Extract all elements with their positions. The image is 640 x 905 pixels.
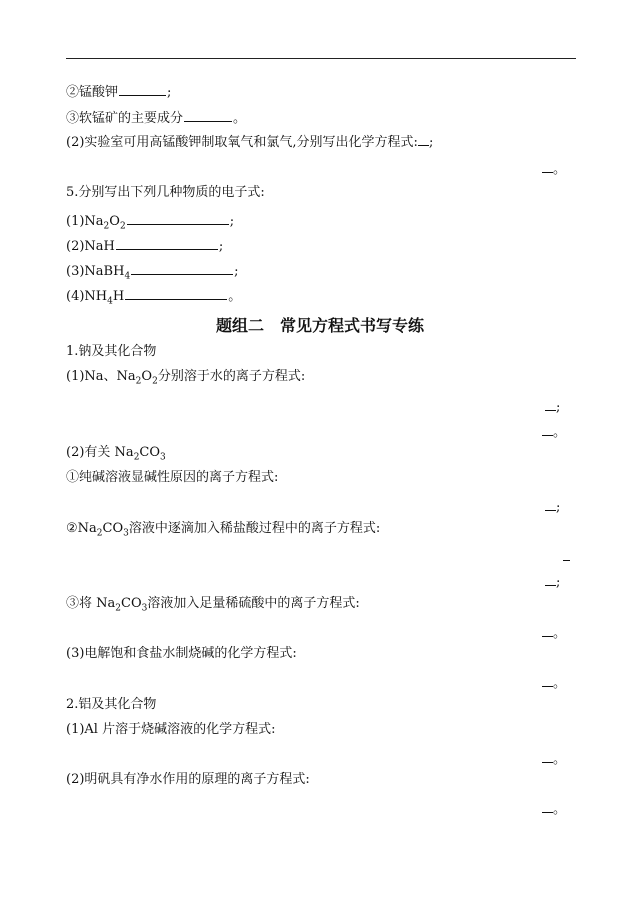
question-na2co3-hcl: $②Na_2CO_3$溶液中逐滴加入稀盐酸过程中的离子方程式: [66,521,381,539]
answer-blank[interactable] [119,82,166,96]
question-kmno4: (2)实验室可用高锰酸钾制取氧气和氯气,分别写出化学方程式: ; [66,135,434,150]
item-pyrolusite: ③软锰矿的主要成分 。 [66,108,246,127]
answer-blank[interactable] [184,108,232,122]
question-alum: (2)明矾具有净水作用的原理的离子方程式: [66,772,310,787]
question-al-naoh: (1)Al 片溶于烧碱溶液的化学方程式: [66,722,276,737]
answer-blank[interactable] [418,133,429,146]
item-na2o2: $(1)Na_2O_2$ ; [66,211,234,235]
section-title: 题组二 常见方程式书写专练 [215,316,424,335]
question-5-heading: 5.分别写出下列几种物质的电子式: [66,185,265,200]
answer-end: 。 [542,423,566,441]
group-1-heading: 1.钠及其化合物 [66,344,157,359]
question-na2co3: (2)有关 $Na_2CO_3$ [66,445,166,463]
answer-blank[interactable] [127,211,229,225]
answer-blank[interactable] [116,236,218,250]
item-nh4h: $(4)NH_4H$ 。 [66,286,241,310]
answer-blank[interactable] [125,286,227,300]
answer-blank[interactable] [542,800,553,813]
group-2-heading: 2.铝及其化合物 [66,697,157,712]
answer-blank[interactable] [542,423,553,436]
question-soda-basic: ①纯碱溶液显碱性原因的离子方程式: [66,470,279,485]
answer-end: ; [545,398,560,416]
answer-end: 。 [542,624,566,642]
question-electrolysis: (3)电解饱和食盐水制烧碱的化学方程式: [66,646,297,661]
answer-end: 。 [542,674,566,692]
answer-blank[interactable] [542,160,553,173]
question-na2co3-h2so4: ③将 $Na_2CO_3$溶液加入足量稀硫酸中的离子方程式: [66,596,360,614]
answer-blank[interactable] [542,624,553,637]
header-rule [66,58,576,59]
answer-end: 。 [542,750,566,768]
answer-blank[interactable] [542,750,553,763]
answer-end [563,548,570,566]
question-na-na2o2: (1)Na、$Na_2O_2$分别溶于水的离子方程式: [66,369,306,387]
item-nabh4: (3)NaBH$_4$ ; [66,261,239,285]
answer-blank[interactable] [545,398,556,411]
answer-blank[interactable] [563,548,570,561]
answer-end: ; [545,573,560,591]
item-potassium-manganate: ②锰酸钾 ; [66,82,171,101]
item-nah: (2)NaH ; [66,236,223,255]
answer-blank[interactable] [545,573,556,586]
answer-blank[interactable] [545,498,556,511]
answer-blank[interactable] [131,261,233,275]
answer-end: 。 [542,160,566,178]
answer-end: 。 [542,800,566,818]
answer-blank[interactable] [542,674,553,687]
answer-end: ; [545,498,560,516]
